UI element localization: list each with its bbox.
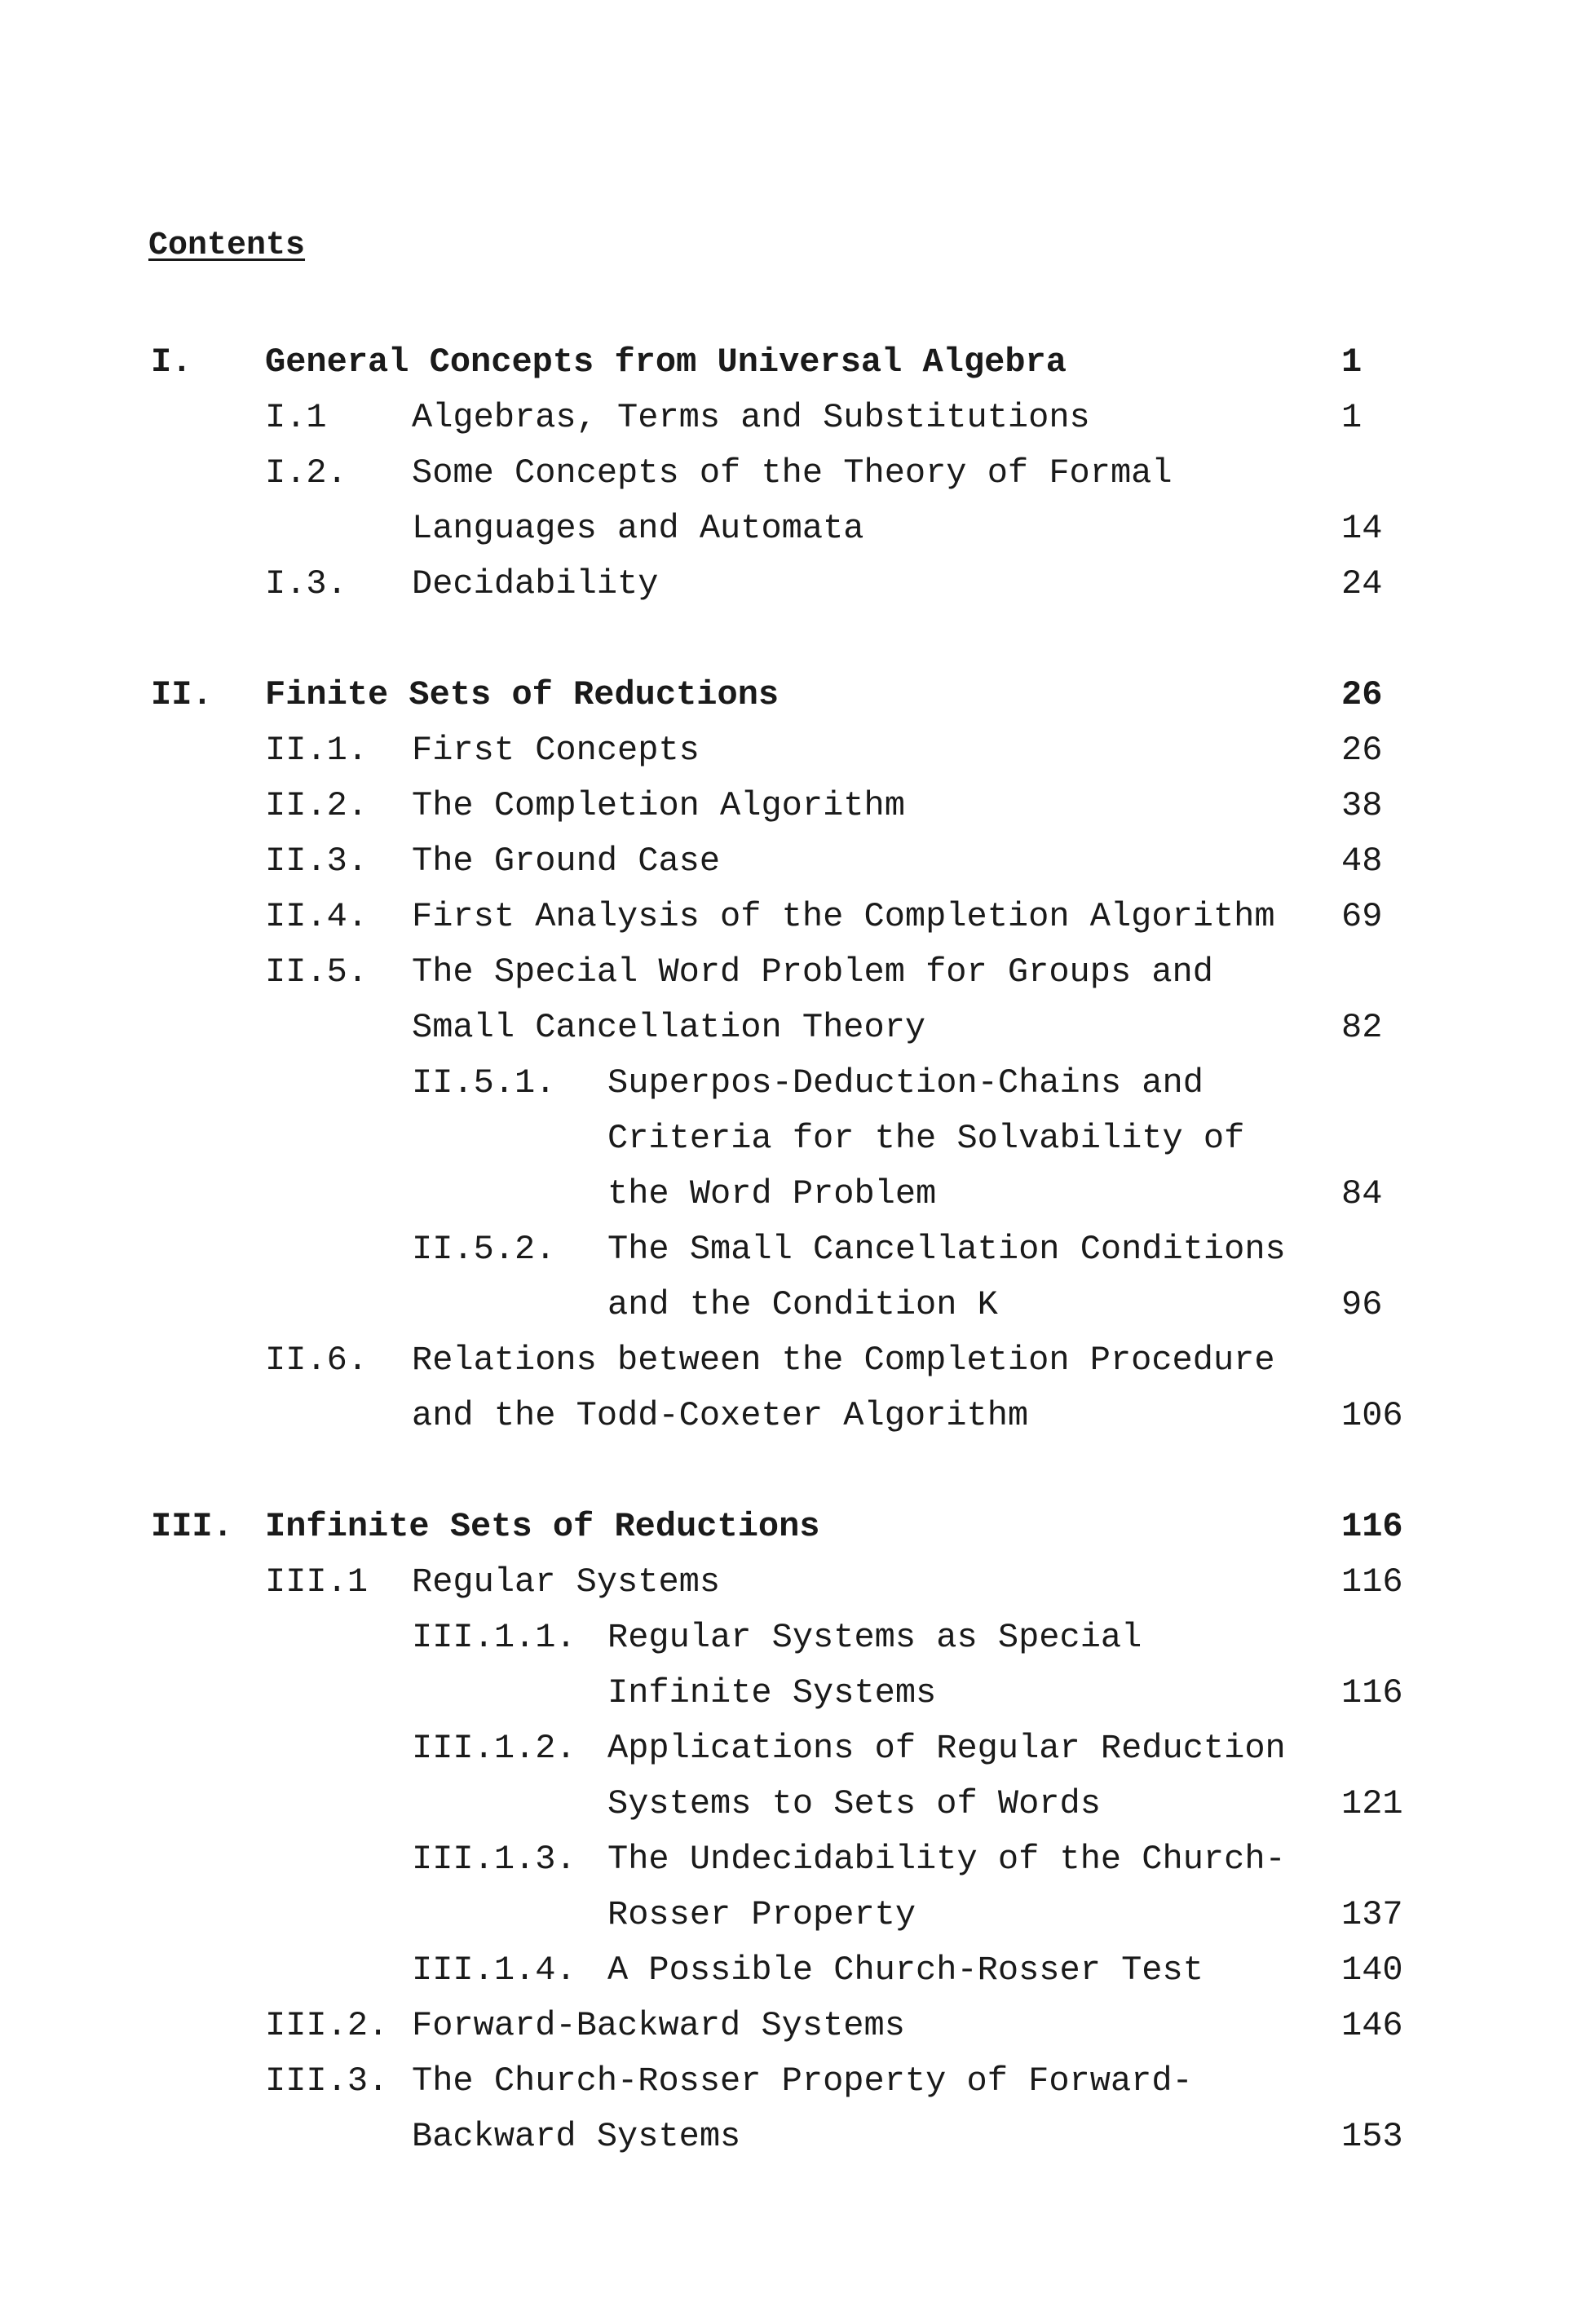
chapter-page: 26: [1341, 675, 1383, 714]
subsection-title: Applications of Regular Reduction: [607, 1729, 1286, 1768]
subsection-page: 84: [1341, 1174, 1383, 1213]
section-number: III.1: [265, 1562, 369, 1602]
subsection-title-cont: Infinite Systems: [607, 1673, 937, 1712]
section-page: 48: [1341, 842, 1383, 881]
section-page: 116: [1341, 1562, 1403, 1602]
chapter-title: Infinite Sets of Reductions: [265, 1507, 820, 1546]
section-page: 14: [1341, 509, 1383, 548]
section-page: 24: [1341, 564, 1383, 603]
subsection-title-cont: Systems to Sets of Words: [607, 1784, 1101, 1823]
subsection-title: Superpos-Deduction-Chains and: [607, 1063, 1204, 1102]
chapter-title: Finite Sets of Reductions: [265, 675, 780, 714]
section-number: II.3.: [265, 842, 369, 881]
section-number: III.3.: [265, 2061, 389, 2101]
subsection-title-cont: and the Condition K: [607, 1285, 998, 1324]
section-number: I.2.: [265, 453, 347, 493]
subsection-page: 137: [1341, 1895, 1403, 1934]
subsection-page: 116: [1341, 1673, 1403, 1712]
section-number: III.2.: [265, 2006, 389, 2045]
subsection-number: II.5.2.: [412, 1230, 556, 1269]
section-number: II.5.: [265, 952, 369, 992]
section-page: 146: [1341, 2006, 1403, 2045]
section-page: 69: [1341, 897, 1383, 936]
section-page: 1: [1341, 398, 1363, 437]
subsection-page: 140: [1341, 1951, 1403, 1990]
section-number: II.4.: [265, 897, 369, 936]
subsection-number: III.1.3.: [412, 1840, 576, 1879]
section-number: I.1: [265, 398, 327, 437]
subsection-number: III.1.4.: [412, 1951, 576, 1990]
section-title: Some Concepts of the Theory of Formal: [412, 453, 1173, 493]
section-title: Algebras, Terms and Substitutions: [412, 398, 1090, 437]
section-title: Relations between the Completion Procedure: [412, 1341, 1275, 1380]
section-number: II.2.: [265, 786, 369, 825]
section-page: 82: [1341, 1008, 1383, 1047]
section-title: The Ground Case: [412, 842, 721, 881]
section-page: 106: [1341, 1396, 1403, 1435]
section-title-cont: and the Todd-Coxeter Algorithm: [412, 1396, 1029, 1435]
section-title-cont: Languages and Automata: [412, 509, 864, 548]
section-title: The Church-Rosser Property of Forward-: [412, 2061, 1193, 2101]
section-page: 153: [1341, 2117, 1403, 2156]
chapter-page: 1: [1341, 342, 1363, 382]
section-page: 38: [1341, 786, 1383, 825]
section-title: Forward-Backward Systems: [412, 2006, 905, 2045]
subsection-title-cont: Rosser Property: [607, 1895, 916, 1934]
chapter-number: I.: [151, 342, 192, 382]
section-title: First Concepts: [412, 731, 700, 770]
chapter-number: III.: [151, 1507, 233, 1546]
contents-heading: Contents: [148, 228, 306, 264]
subsection-number: II.5.1.: [412, 1063, 556, 1102]
subsection-number: III.1.2.: [412, 1729, 576, 1768]
subsection-title: Regular Systems as Special: [607, 1618, 1142, 1657]
subsection-title-cont: Criteria for the Solvability of: [607, 1119, 1245, 1158]
section-number: II.6.: [265, 1341, 369, 1380]
section-title-cont: Backward Systems: [412, 2117, 741, 2156]
subsection-title-cont: the Word Problem: [607, 1174, 937, 1213]
subsection-title: The Small Cancellation Conditions: [607, 1230, 1286, 1269]
section-title: The Special Word Problem for Groups and: [412, 952, 1213, 992]
subsection-title: The Undecidability of the Church-: [607, 1840, 1286, 1879]
section-title: Regular Systems: [412, 1562, 721, 1602]
subsection-title: A Possible Church-Rosser Test: [607, 1951, 1204, 1990]
section-number: I.3.: [265, 564, 347, 603]
section-title: Decidability: [412, 564, 659, 603]
subsection-page: 121: [1341, 1784, 1403, 1823]
chapter-page: 116: [1341, 1507, 1403, 1546]
subsection-page: 96: [1341, 1285, 1383, 1324]
section-page: 26: [1341, 731, 1383, 770]
subsection-number: III.1.1.: [412, 1618, 576, 1657]
section-number: II.1.: [265, 731, 369, 770]
chapter-number: II.: [151, 675, 213, 714]
section-title: The Completion Algorithm: [412, 786, 905, 825]
chapter-title: General Concepts from Universal Algebra: [265, 342, 1067, 382]
section-title: First Analysis of the Completion Algorithm: [412, 897, 1275, 936]
section-title-cont: Small Cancellation Theory: [412, 1008, 926, 1047]
